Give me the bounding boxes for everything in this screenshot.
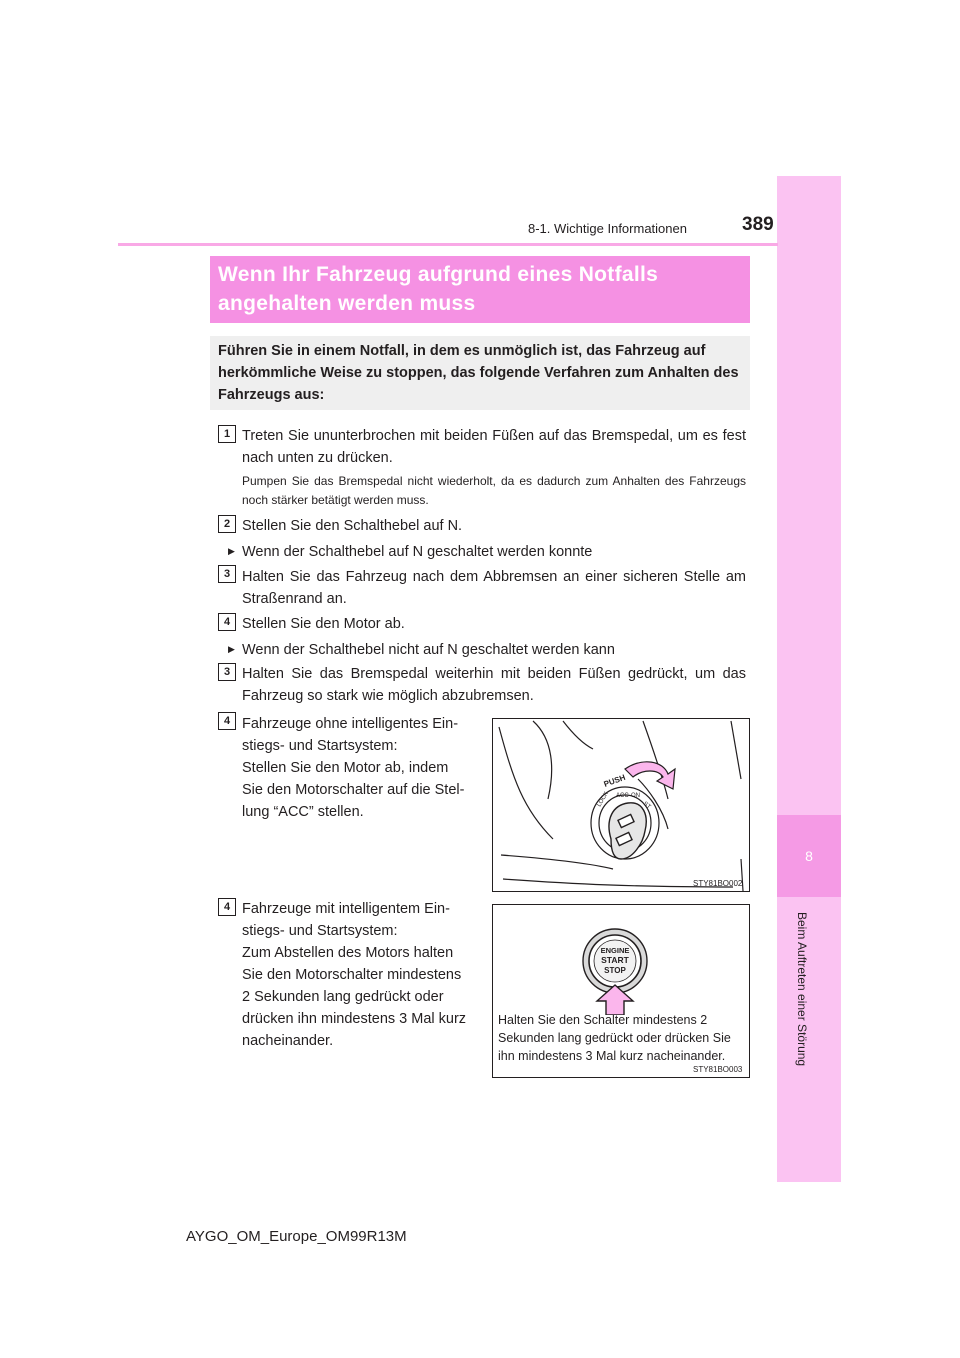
condition-item	[228, 540, 592, 563]
section-title: 8-1. Wichtige Informationen	[528, 221, 687, 236]
page-title	[218, 260, 748, 318]
button-line-stop: STOP	[604, 966, 626, 975]
rotate-arrow-icon	[625, 762, 675, 789]
step-text: Stellen Sie den Schalthebel auf N.	[242, 518, 463, 534]
caption-line: ihn mindestens 3 Mal kurz nacheinander.	[498, 1049, 726, 1063]
figure-caption	[498, 1011, 748, 1065]
car-key-icon	[609, 803, 646, 859]
key-position-start: ST	[641, 800, 652, 811]
text-line: drücken ihn mindestens 3 Mal kurz	[242, 1011, 467, 1027]
chapter-label: Beim Auftreten einer Störung	[795, 912, 809, 1067]
text-line: nacheinander.	[242, 1033, 334, 1049]
step-number: 4	[218, 613, 236, 631]
caption-line: Halten Sie den Schalter mindestens 2	[498, 1013, 708, 1027]
figure-code: STY81BO002	[693, 879, 743, 888]
ignition-key-illustration	[493, 719, 749, 891]
condition-item	[228, 638, 615, 661]
header-rule	[118, 243, 778, 246]
step-text: Stellen Sie den Motor ab.	[242, 616, 405, 632]
key-position-on: ON	[631, 793, 640, 799]
figure-code: STY81BO003	[693, 1065, 743, 1074]
condition-text: Wenn der Schalthebel nicht auf N geschaltet werden kann	[242, 642, 615, 658]
intro-text: Führen Sie in einem Notfall, in dem es unmöglich ist, das Fahrzeug auf herkömmliche Weise zu stoppen, das folgende Verfahren zum Anhalten des Fahrzeugs aus:	[218, 343, 739, 403]
step-number: 4	[218, 898, 236, 916]
step-number: 3	[218, 565, 236, 583]
text-line: Fahrzeuge ohne intelligentes Ein-	[242, 716, 459, 732]
step-note: Pumpen Sie das Bremspedal nicht wiederholt, da es dadurch zum Anhalten des Fahrzeugs noch stärker betätigt werden muss.	[242, 474, 746, 507]
text-line: Sie den Motorschalter auf die Stel-	[242, 782, 465, 798]
text-line: 2 Sekunden lang gedrückt oder	[242, 989, 444, 1005]
chapter-tab	[777, 176, 841, 1182]
step-number: 3	[218, 663, 236, 681]
text-line: stiegs- und Startsystem:	[242, 738, 398, 754]
engine-button-illustration	[493, 905, 749, 1015]
text-line: lung “ACC” stellen.	[242, 804, 364, 820]
step-number: 4	[218, 712, 236, 730]
text-line: Fahrzeuge mit intelligentem Ein-	[242, 901, 450, 917]
ignition-key-figure	[492, 718, 750, 892]
caption-line: Sekunden lang gedrückt oder drücken Sie	[498, 1031, 731, 1045]
text-line: Stellen Sie den Motor ab, indem	[242, 760, 449, 776]
triangle-bullet-icon: ▶	[228, 644, 235, 654]
page-number: 389	[742, 214, 774, 235]
step-text: Halten Sie das Fahrzeug nach dem Abbremsen an einer sicheren Stelle am Straßenrand an.	[242, 569, 746, 607]
button-line-start: START	[601, 955, 629, 965]
button-line-engine: ENGINE	[600, 946, 630, 955]
title-line-2: angehalten werden muss	[218, 292, 476, 315]
step-text	[242, 898, 478, 1052]
step-number: 2	[218, 515, 236, 533]
triangle-bullet-icon: ▶	[228, 546, 235, 556]
step-text: Treten Sie ununterbrochen mit beiden Füßen auf das Bremspedal, um es fest nach unten zu drücken.	[242, 428, 746, 466]
document-id: AYGO_OM_Europe_OM99R13M	[186, 1228, 407, 1245]
title-line-1: Wenn Ihr Fahrzeug aufgrund eines Notfalls	[218, 263, 659, 286]
key-position-lock: LOCK	[596, 790, 610, 808]
text-line: Sie den Motorschalter mindestens	[242, 967, 462, 983]
step-text	[242, 713, 478, 823]
chapter-number: 8	[805, 848, 813, 864]
text-line: stiegs- und Startsystem:	[242, 923, 398, 939]
text-line: Zum Abstellen des Motors halten	[242, 945, 454, 961]
condition-text: Wenn der Schalthebel auf N geschaltet werden konnte	[242, 544, 593, 560]
step-text: Halten Sie das Bremspedal weiterhin mit beiden Füßen gedrückt, um das Fahrzeug so stark wie möglich abzubremsen.	[242, 666, 746, 704]
key-position-acc: ACC	[616, 793, 629, 799]
step-number: 1	[218, 425, 236, 443]
push-label: PUSH	[602, 772, 627, 789]
